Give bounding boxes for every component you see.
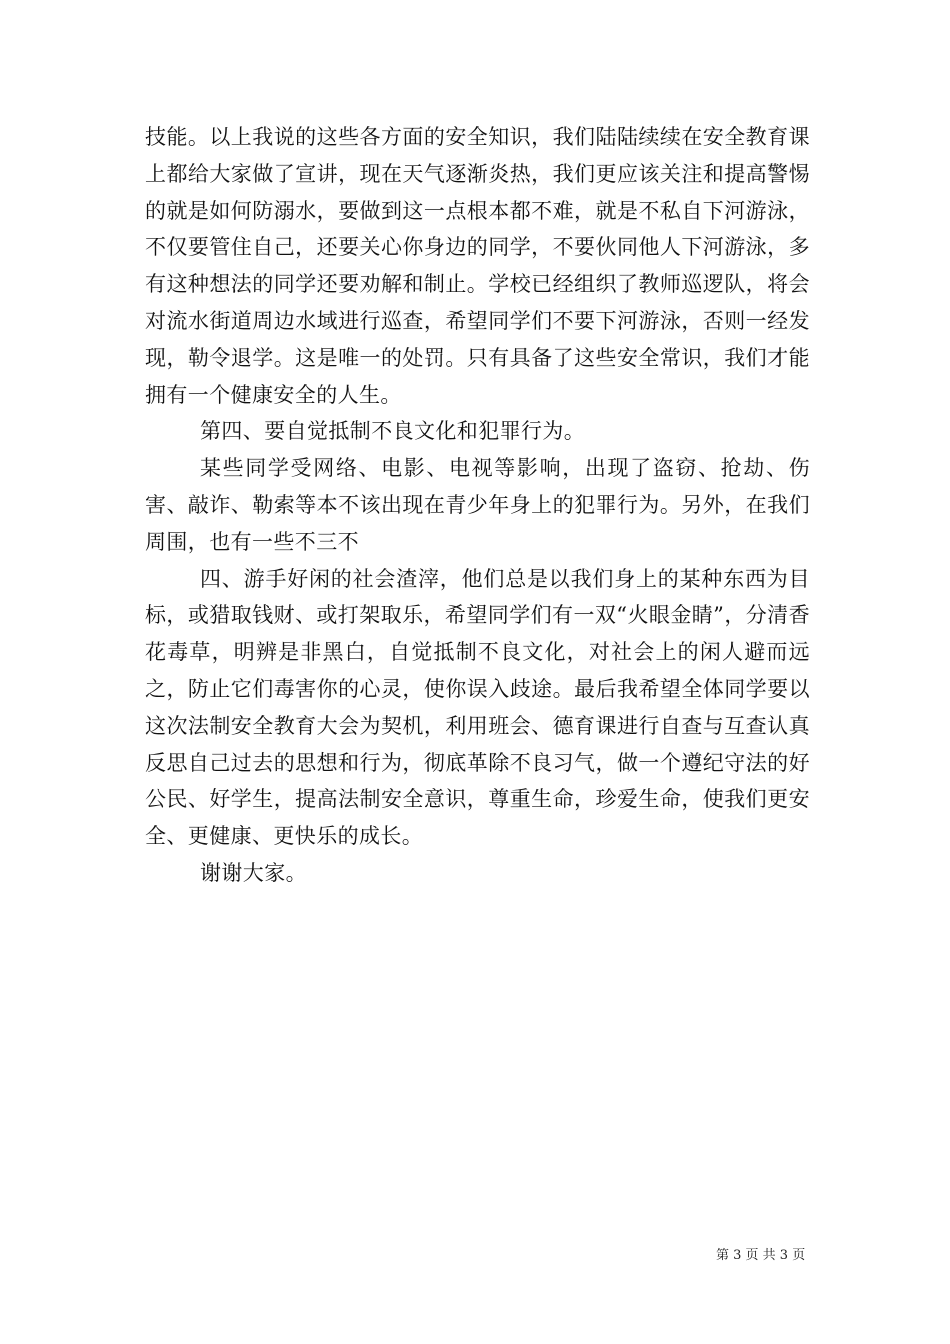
paragraph-crime-influence: 某些同学受网络、电影、电视等影响，出现了盗窃、抢劫、伤害、敲诈、勒索等本不该出现在青少年身上的犯罪行为。另外，在我们周围，也有一些不三不 — [145, 456, 810, 554]
paragraph-water-safety: 技能。以上我说的这些各方面的安全知识，我们陆陆续续在安全教育课上都给大家做了宣讲，现在天气逐渐炎热，我们更应该关注和提高警惕的就是如何防溺水，要做到这一点根本都不难，就是不私自下河游泳，不仅要管住自己，还要关心你身边的同学，不要伙同他人下河游泳，多有这种想法的同学还要劝解和制止。学校已经组织了教师巡逻队，将会对流水街道周边水域进行巡查，希望同学们不要下河游泳，否则一经发现，勒令退学。这是唯一的处罚。只有具备了这些安全常识，我们才能拥有一个健康安全的人生。 — [145, 125, 810, 407]
page-number-label: 第 3 页 共 3 页 — [716, 1248, 806, 1263]
paragraph-conclusion: 四、游手好闲的社会渣滓，他们总是以我们身上的某种东西为目标，或猎取钱财、或打架取乐，希望同学们有一双“火眼金睛”，分清香花毒草，明辨是非黑白，自觉抵制不良文化，对社会上的闲人避而远之，防止它们毒害你的心灵，使你误入歧途。最后我希望全体同学要以这次法制安全教育大会为契机，利用班会、德育课进行自查与互查认真反思自己过去的思想和行为，彻底革除不良习气，做一个遵纪守法的好公民、好学生，提高法制安全意识，尊重生命，珍爱生命，使我们更安全、更健康、更快乐的成长。 — [145, 566, 810, 849]
page-footer — [716, 1247, 805, 1265]
paragraph-heading-fourth: 第四、要自觉抵制不良文化和犯罪行为。 — [200, 419, 586, 444]
paragraph-thanks: 谢谢大家。 — [200, 860, 307, 885]
document-body — [145, 119, 810, 892]
